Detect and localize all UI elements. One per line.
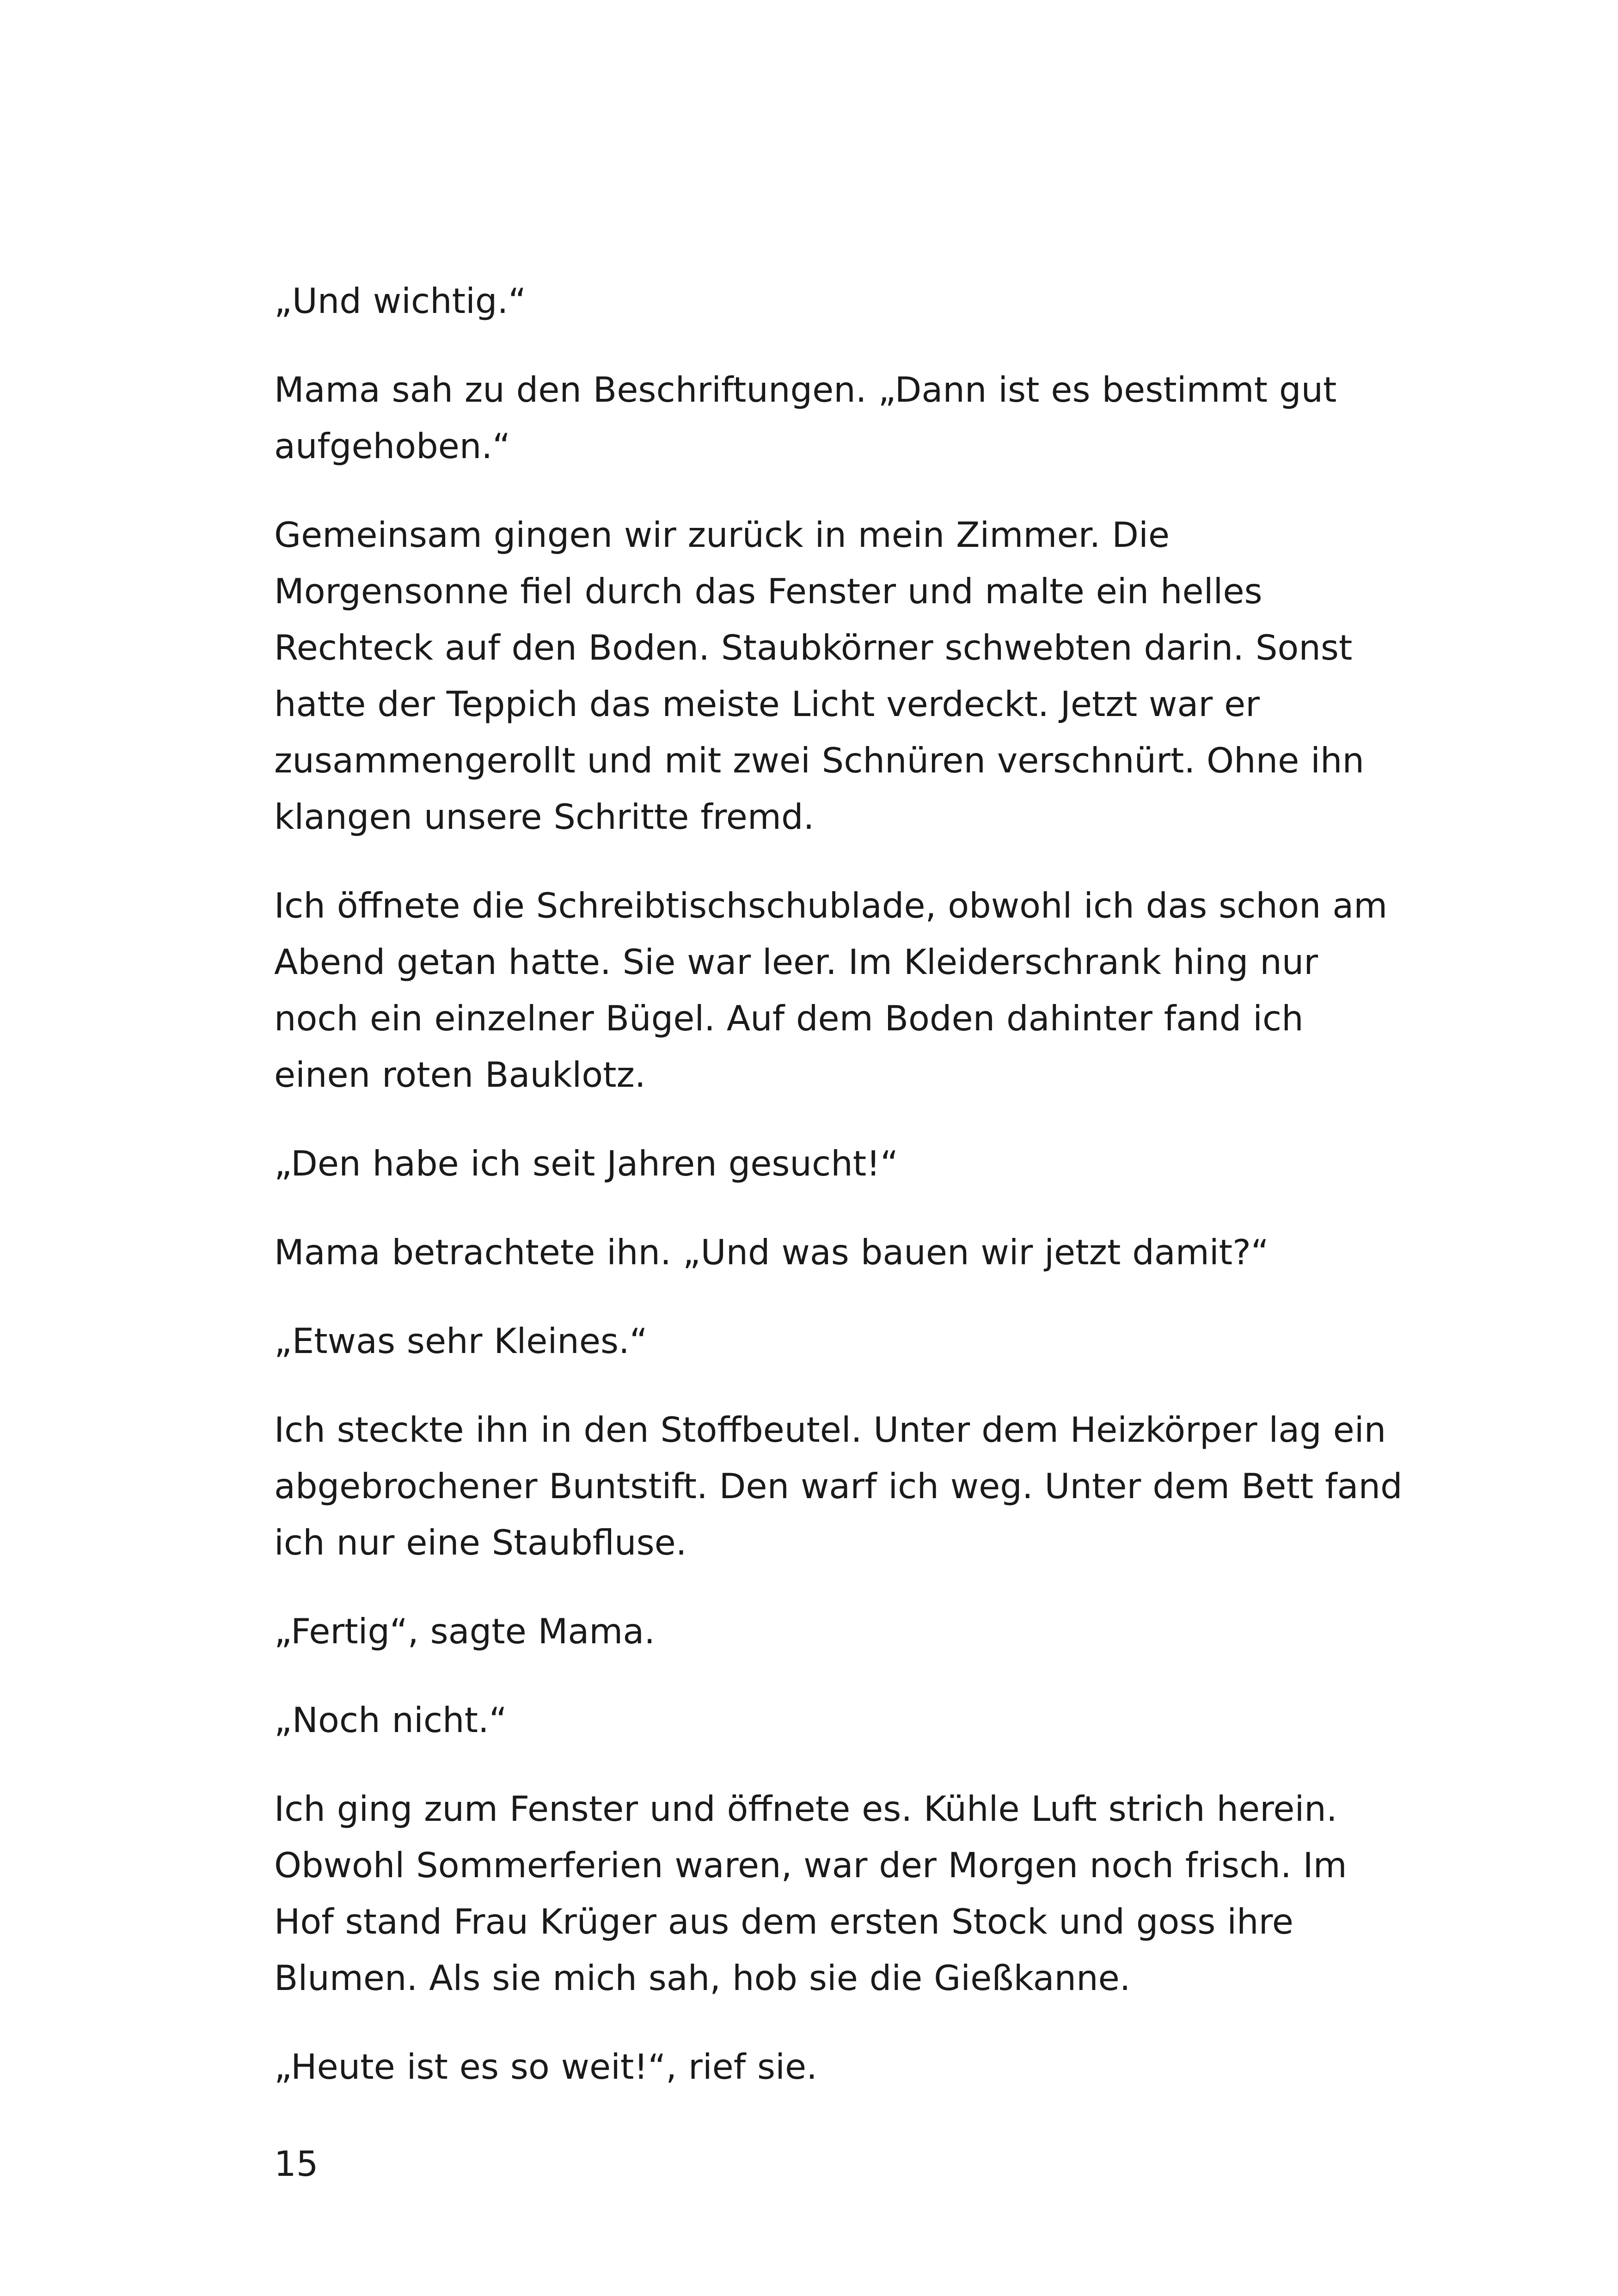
paragraph: „Fertig“, sagte Mama.	[274, 1611, 656, 1652]
paragraph: Ich öffnete die Schreibtischschublade, obwohl ich das schon am Abend getan hatte. Sie war leer. Im Kleiderschrank hing nur noch ein einzelner Bügel. Auf dem Boden dahinter fand ich einen roten Bauklotz.	[274, 885, 1388, 1095]
body-text	[274, 273, 1407, 2127]
paragraph: Ich ging zum Fenster und öffnete es. Kühle Luft strich herein. Obwohl Sommerferien waren, war der Morgen noch frisch. Im Hof stand Frau Krüger aus dem ersten Stock und goss ihre Blumen. Als sie mich sah, hob sie die Gießkanne.	[274, 1788, 1347, 1998]
paragraph: Gemeinsam gingen wir zurück in mein Zimmer. Die Morgensonne fiel durch das Fenster und malte ein helles Rechteck auf den Boden. Staubkörner schwebten darin. Sonst hatte der Teppich das meiste Licht verdeckt. Jetzt war er zusammengerollt und mit zwei Schnüren verschnürt. Ohne ihn klangen unsere Schritte fremd.	[274, 514, 1365, 837]
paragraph: „Heute ist es so weit!“, rief sie.	[274, 2046, 817, 2087]
paragraph: „Den habe ich seit Jahren gesucht!“	[274, 1143, 899, 1184]
paragraph: „Und wichtig.“	[274, 281, 527, 321]
paragraph: „Noch nicht.“	[274, 1700, 507, 1740]
paragraph: Mama sah zu den Beschriftungen. „Dann ist es bestimmt gut aufgehoben.“	[274, 369, 1337, 466]
page-number: 15	[274, 2143, 319, 2184]
paragraph: „Etwas sehr Kleines.“	[274, 1321, 648, 1361]
paragraph: Ich steckte ihn in den Stoffbeutel. Unter dem Heizkörper lag ein abgebrochener Buntstift. Den warf ich weg. Unter dem Bett fand ich nur eine Staubfluse.	[274, 1409, 1403, 1563]
paragraph: Mama betrachtete ihn. „Und was bauen wir jetzt damit?“	[274, 1232, 1269, 1273]
